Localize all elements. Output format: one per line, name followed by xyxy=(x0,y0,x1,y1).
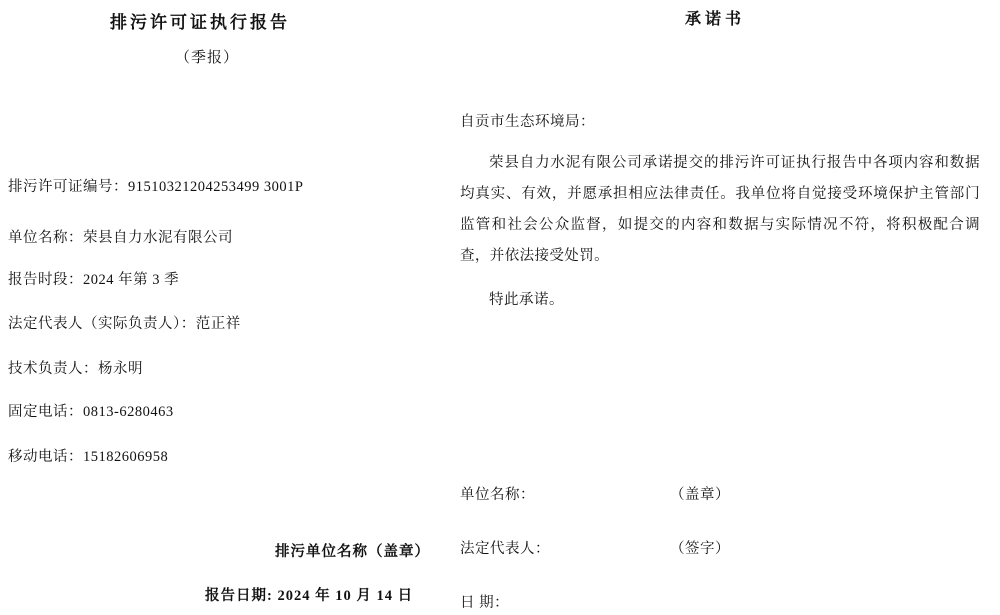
field-mobile-phone-label: 移动电话： xyxy=(8,449,83,465)
commitment-body: 荣县自力水泥有限公司承诺提交的排污许可证执行报告中各项内容和数据均真实、有效，并愿承担相应法律责任。我单位将自觉接受环境保护主管部门监管和社会公众监督，如提交的内容和数据与实际情况不符，将积极配合调查，并依法接受处罚。 xyxy=(460,155,980,264)
signature-legal-representative-note: （签字） xyxy=(670,541,730,557)
commitment-closing: 特此承诺。 xyxy=(489,292,564,308)
field-landline-phone-label: 固定电话： xyxy=(8,404,83,420)
field-landline-phone-value: 0813-6280463 xyxy=(83,404,174,420)
report-subtitle: （季报） xyxy=(175,50,240,66)
signature-row-date xyxy=(460,591,670,612)
field-technical-lead xyxy=(8,357,143,378)
signature-unit-name-note: （盖章） xyxy=(670,487,730,503)
field-legal-representative-label: 法定代表人（实际负责人）： xyxy=(8,316,196,332)
field-permit-number xyxy=(8,175,303,196)
report-title: 排污许可证执行报告 xyxy=(110,13,290,32)
right-column-commitment-letter xyxy=(460,0,1000,615)
field-unit-name xyxy=(8,226,233,247)
field-unit-name-label: 单位名称： xyxy=(8,230,83,246)
commitment-addressee: 自贡市生态环境局： xyxy=(460,114,595,130)
field-report-period-value: 2024 年第 3 季 xyxy=(83,272,180,288)
left-column-report-cover xyxy=(0,0,460,615)
field-permit-number-value: 91510321204253499 3001P xyxy=(128,179,304,195)
field-landline-phone xyxy=(8,400,174,421)
field-report-period-label: 报告时段： xyxy=(8,272,83,288)
field-report-period xyxy=(8,268,179,289)
signature-date-label: 日 期： xyxy=(460,595,510,611)
field-technical-lead-label: 技术负责人： xyxy=(8,361,98,377)
field-mobile-phone-value: 15182606958 xyxy=(83,449,169,465)
report-date-line: 报告日期: 2024 年 10 月 14 日 xyxy=(205,588,414,604)
signature-legal-representative-label: 法定代表人： xyxy=(460,541,550,557)
unit-stamp-line: 排污单位名称（盖章） xyxy=(275,544,430,560)
field-mobile-phone xyxy=(8,445,168,466)
field-permit-number-label: 排污许可证编号： xyxy=(8,179,128,195)
field-technical-lead-value: 杨永明 xyxy=(98,361,143,377)
signature-row-unit-name xyxy=(460,483,730,504)
signature-unit-name-label: 单位名称： xyxy=(460,487,535,503)
field-legal-representative-value: 范正祥 xyxy=(195,316,241,332)
signature-row-legal-representative xyxy=(460,537,730,558)
commitment-title: 承诺书 xyxy=(685,11,746,28)
field-unit-name-value: 荣县自力水泥有限公司 xyxy=(83,230,233,246)
field-legal-representative xyxy=(8,312,241,333)
